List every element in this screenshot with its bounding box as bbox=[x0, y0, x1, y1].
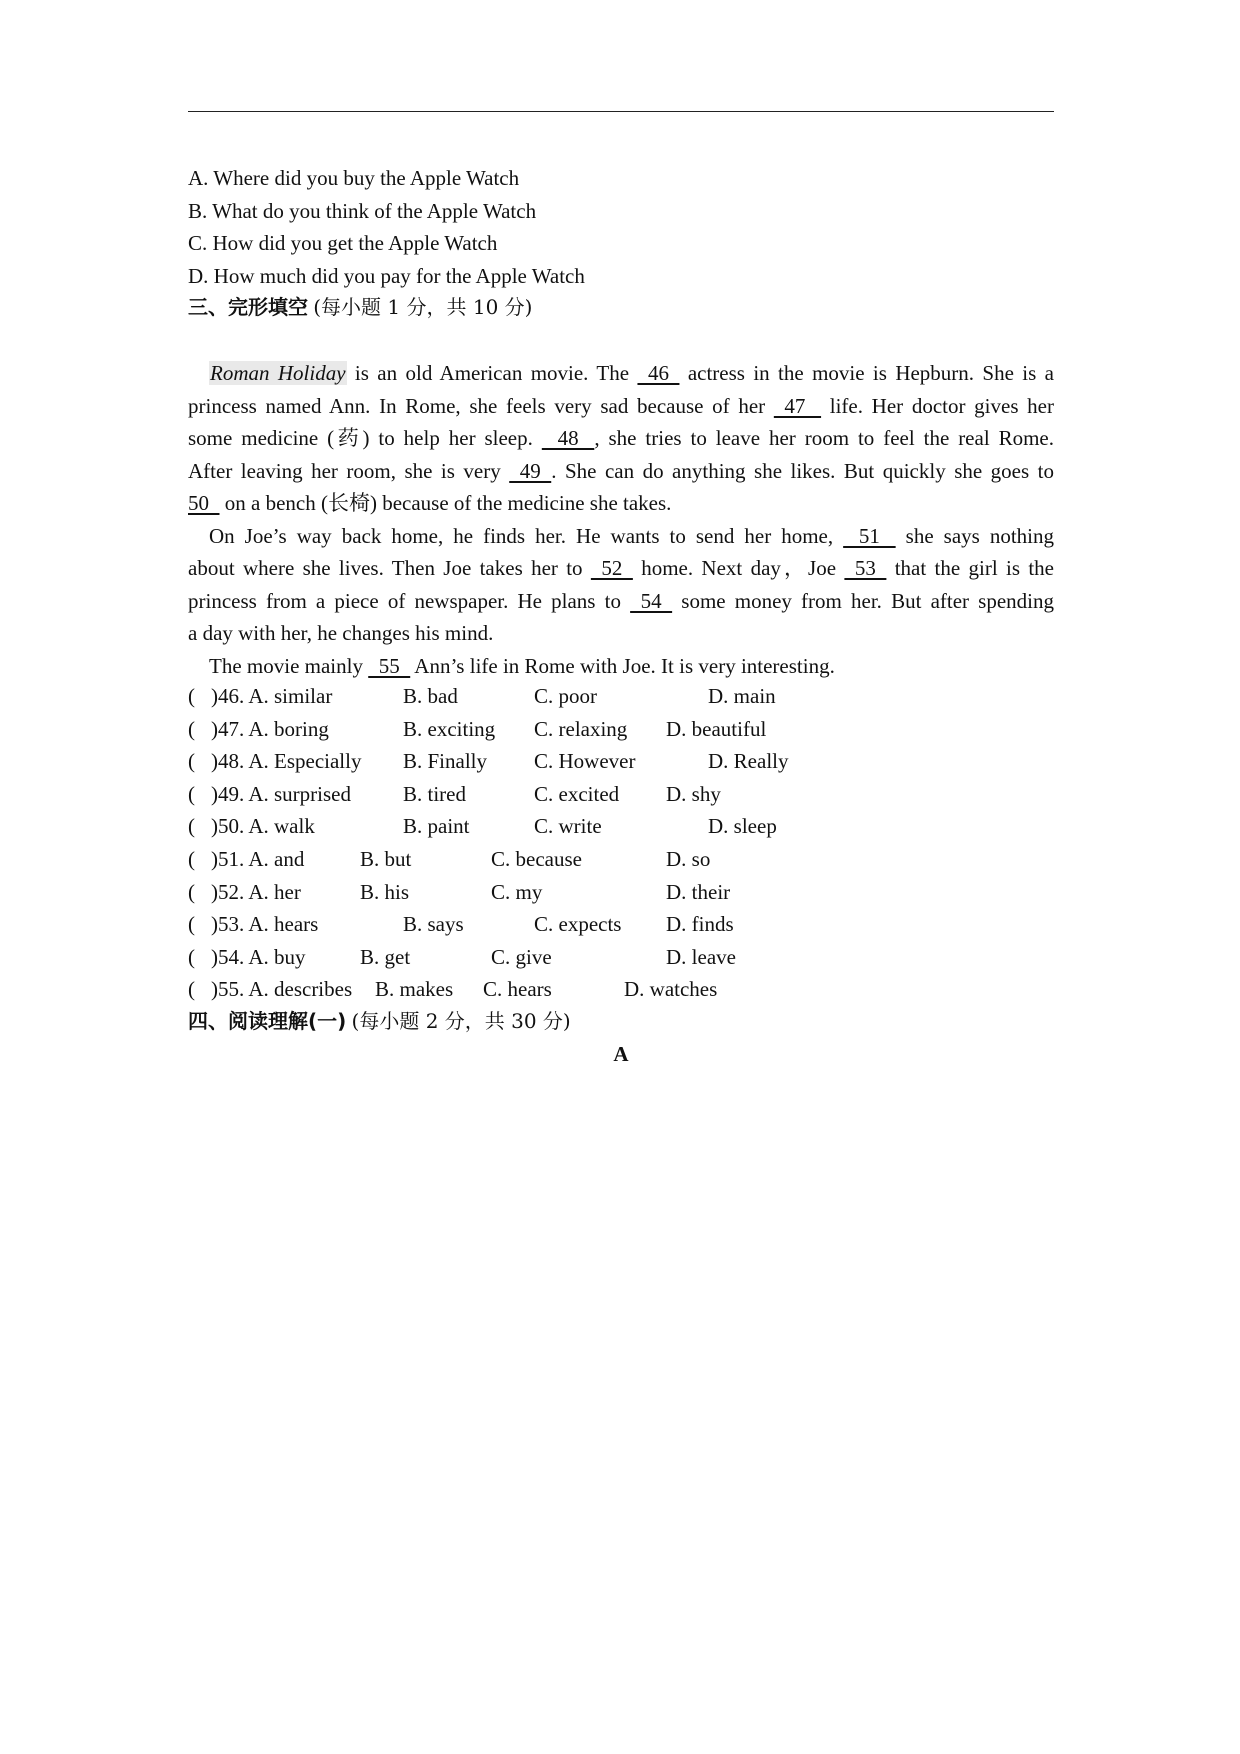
blank-50: 50 bbox=[188, 491, 220, 515]
question-option-c: C. my bbox=[491, 879, 543, 904]
question-row bbox=[188, 849, 1054, 873]
question-option-d: D. their bbox=[666, 879, 731, 904]
question-option-d: D. Really bbox=[708, 749, 789, 774]
passage-text: princess from a piece of newspaper. He plans to bbox=[188, 589, 631, 613]
question-option-a: )55. A. describes bbox=[211, 977, 353, 1002]
passage-line bbox=[188, 591, 1054, 612]
blank-48: 48 bbox=[541, 426, 595, 450]
passage-line bbox=[188, 461, 1054, 482]
question-option-c: C. poor bbox=[534, 684, 597, 708]
question-row bbox=[188, 914, 1054, 938]
question-option-a: )49. A. surprised bbox=[211, 781, 351, 806]
passage-text: Ann’s life in Rome with Joe. It is very interesting. bbox=[410, 654, 835, 678]
question-option-d: D. sleep bbox=[708, 814, 777, 839]
question-option-b: B. exciting bbox=[403, 716, 496, 741]
question-option-d: D. leave bbox=[666, 944, 736, 969]
question-row bbox=[188, 879, 1054, 906]
prev-option-d: D. How much did you pay for the Apple Watch bbox=[188, 264, 585, 288]
part-letter: A bbox=[613, 1042, 629, 1066]
question-option-a: )52. A. her bbox=[211, 879, 301, 904]
question-option-b: B. makes bbox=[375, 977, 454, 1002]
question-row bbox=[188, 751, 1054, 775]
question-option-b: B. paint bbox=[403, 814, 470, 839]
passage-text: On Joe’s way back home, he finds her. He wants to send her home, bbox=[209, 524, 844, 548]
answer-paren[interactable]: ( bbox=[188, 847, 195, 871]
question-option-a: )53. A. hears bbox=[211, 912, 319, 937]
answer-paren[interactable]: ( bbox=[188, 716, 195, 741]
question-option-a: )54. A. buy bbox=[211, 944, 306, 969]
prev-option-b: B. What do you think of the Apple Watch bbox=[188, 199, 537, 223]
passage-line bbox=[209, 363, 1054, 384]
question-row bbox=[188, 686, 1054, 710]
blank-55: 55 bbox=[368, 654, 411, 678]
section3-heading: 三、完形填空 bbox=[188, 295, 308, 319]
blank-46: 46 bbox=[637, 361, 680, 385]
passage-text: life. Her doctor gives her bbox=[821, 394, 1054, 418]
question-row bbox=[188, 944, 1054, 971]
question-option-c: C. expects bbox=[534, 912, 622, 937]
blank-54: 54 bbox=[630, 589, 673, 613]
answer-paren[interactable]: ( bbox=[188, 912, 195, 937]
answer-paren[interactable]: ( bbox=[188, 749, 195, 774]
passage-line bbox=[209, 526, 1054, 547]
blank-49: 49 bbox=[509, 459, 552, 483]
question-option-d: D. watches bbox=[624, 977, 718, 1002]
passage-line bbox=[209, 656, 1054, 677]
question-option-c: C. give bbox=[491, 944, 552, 969]
question-option-a: )46. A. similar bbox=[211, 684, 333, 708]
answer-paren[interactable]: ( bbox=[188, 684, 195, 708]
passage-text: she says nothing bbox=[895, 524, 1055, 548]
passage-text: that the girl is the bbox=[886, 556, 1054, 580]
passage-text: After leaving her room, she is very bbox=[188, 459, 510, 483]
question-option-c: C. write bbox=[534, 814, 602, 839]
passage-text: . She can do anything she likes. But quickly she goes to bbox=[551, 459, 1054, 483]
blank-53: 53 bbox=[844, 556, 887, 580]
section4-note: (每小题 2 分，共 30 分) bbox=[351, 1009, 571, 1033]
section3-title bbox=[188, 297, 532, 318]
question-row bbox=[188, 979, 1054, 1003]
blank-47: 47 bbox=[773, 394, 822, 418]
blank-52: 52 bbox=[590, 556, 633, 580]
question-option-d: D. beautiful bbox=[666, 716, 767, 741]
passage-text: The movie mainly bbox=[209, 654, 369, 678]
question-option-c: C. relaxing bbox=[534, 716, 628, 741]
question-option-b: B. bad bbox=[403, 684, 458, 708]
question-option-d: D. main bbox=[708, 684, 776, 708]
question-option-c: C. hears bbox=[483, 977, 552, 1002]
question-option-b: B. says bbox=[403, 912, 464, 937]
answer-paren[interactable]: ( bbox=[188, 944, 195, 969]
question-option-a: )48. A. Especially bbox=[211, 749, 362, 774]
passage-line: a day with her, he changes his mind. bbox=[188, 621, 494, 645]
passage-line bbox=[188, 396, 1054, 417]
passage-text: , she tries to leave her room to feel the real Rome. bbox=[594, 426, 1054, 450]
header-rule bbox=[188, 111, 1054, 112]
question-option-d: D. shy bbox=[666, 781, 721, 806]
question-option-b: B. tired bbox=[403, 781, 466, 806]
section4-heading: 四、阅读理解(一) bbox=[188, 1009, 347, 1033]
passage-text: some medicine (药) to help her sleep. bbox=[188, 426, 542, 450]
blank-51: 51 bbox=[843, 524, 896, 548]
passage-line bbox=[188, 493, 1054, 514]
answer-paren[interactable]: ( bbox=[188, 781, 195, 806]
question-option-b: B. but bbox=[360, 847, 412, 871]
question-row bbox=[188, 781, 1054, 808]
question-option-b: B. his bbox=[360, 879, 410, 904]
question-option-c: C. However bbox=[534, 749, 636, 774]
question-option-c: C. because bbox=[491, 847, 582, 871]
passage-text: is an old American movie. The bbox=[346, 361, 638, 385]
question-option-c: C. excited bbox=[534, 781, 620, 806]
question-option-a: )50. A. walk bbox=[211, 814, 315, 839]
question-option-a: )51. A. and bbox=[211, 847, 305, 871]
answer-paren[interactable]: ( bbox=[188, 879, 195, 904]
answer-paren[interactable]: ( bbox=[188, 977, 195, 1002]
passage-text: princess named Ann. In Rome, she feels very sad because of her bbox=[188, 394, 774, 418]
passage-line bbox=[188, 428, 1054, 449]
question-row bbox=[188, 716, 1054, 743]
passage-text: actress in the movie is Hepburn. She is a bbox=[679, 361, 1054, 385]
passage-line bbox=[188, 558, 1054, 579]
passage-text: some money from her. But after spending bbox=[672, 589, 1055, 613]
question-option-d: D. so bbox=[666, 847, 711, 871]
passage-text: on a bench (长椅) because of the medicine she takes. bbox=[219, 491, 672, 515]
prev-option-a: A. Where did you buy the Apple Watch bbox=[188, 166, 520, 190]
prev-option-c: C. How did you get the Apple Watch bbox=[188, 231, 498, 255]
passage-text: about where she lives. Then Joe takes her to bbox=[188, 556, 591, 580]
answer-paren[interactable]: ( bbox=[188, 814, 195, 839]
section4-title bbox=[188, 1011, 571, 1032]
question-option-b: B. get bbox=[360, 944, 411, 969]
section3-note: (每小题 1 分，共 10 分) bbox=[313, 295, 533, 319]
question-option-b: B. Finally bbox=[403, 749, 488, 774]
question-option-d: D. finds bbox=[666, 912, 734, 937]
passage-text: home. Next day，Joe bbox=[632, 556, 845, 580]
movie-title: Roman Holiday bbox=[210, 361, 346, 385]
question-row bbox=[188, 816, 1054, 840]
question-option-a: )47. A. boring bbox=[211, 716, 329, 741]
